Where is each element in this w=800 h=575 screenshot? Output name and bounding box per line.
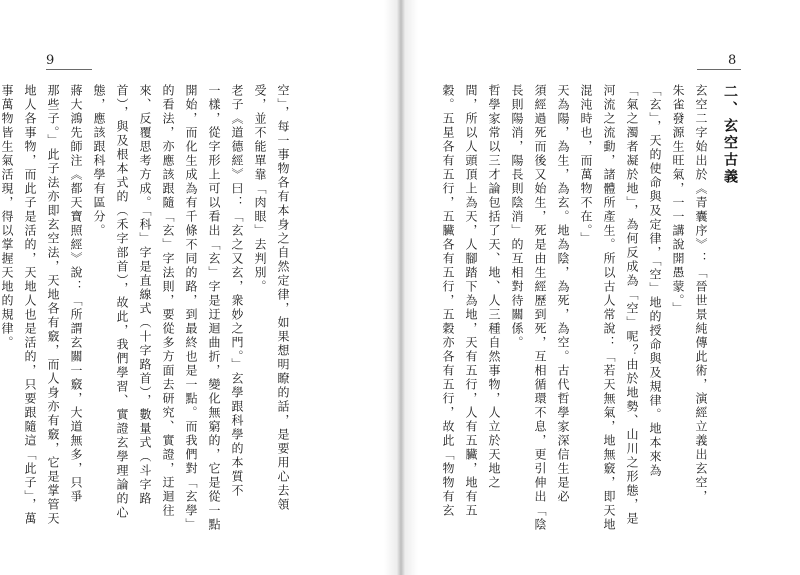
header-rule-right [697,69,741,70]
page-number-left: 9 [46,53,55,68]
section-heading: 二、玄空古義 [722,84,738,186]
page-number-right: 8 [728,53,737,68]
header-rule-left [46,69,92,70]
right-page-body: 玄空二字始出於《青囊序》：「晉世景純傳此術，演經立義出玄空， 朱雀發源生旺氣，一一講說開愚蒙。」 「玄」，天的使命與及定律，「空」地的授命與及規律。地本來為 「氣之濁者凝於地」，為何反成為「空」呢？由於地勢、山川之形態，是 河流之流動，諸體所產生。所以古人常說：「若天無氣，地無竅，即天地 混沌時也，而萬物不在。」 天為陽，為生，為玄。地為陰，為死，為空。古代哲學家深信生是必 須經過死而後又始生，死是由生經歷到死，互相循環不息，更引伸出「陰 長則陽消，陽長則陰消」的互相對待關係。 哲學家常以三才論包括了天、地、人三種自然事物，人立於天地之 間，所以人頭頂上為天，人腳踏下為地，天有五行，人有五臟，地有五 穀。五星各有五行，五臟各有五行，五穀亦各有五行，故此「物物有玄 [441,84,708,532]
left-page-body: 空」，每一事物各有本身之自然定律，如果想明瞭的話，是要用心去領 受，並不能單靠「肉眼」去判別。 老子《道德經》曰：「玄之又玄，衆妙之門。」玄學跟科學的本質不 一樣，從字形上可以看出「玄」字是迂迴曲折，變化無窮的，它是從一點 開始，而化生成為有千條不同的路，到最終也是一點。而我們對「玄學」 的看法，亦應該跟隨「玄」字法則，要從多方面去研究、實證，迂迴往 來、反覆思考方成。「科」字是直線式（十字路首），數量式（斗字路 首），與及根本式的（禾字部首），故此，我們學習、實證玄學理論的心 態，應該跟科學有區分。 蔣大鴻先師注《都天寶照經》說：「所謂玄關一竅，大道無多，只爭 那些子。」此子法亦即玄空法，天地各有竅，而人身亦有竅，它是掌管天 地人各事物，而此子是活的，天地人也是活的，只要跟隨這「此子」，萬 事萬物皆生氣活現，得以掌握天地的規律。 [0,84,290,532]
book-gutter [384,0,418,575]
